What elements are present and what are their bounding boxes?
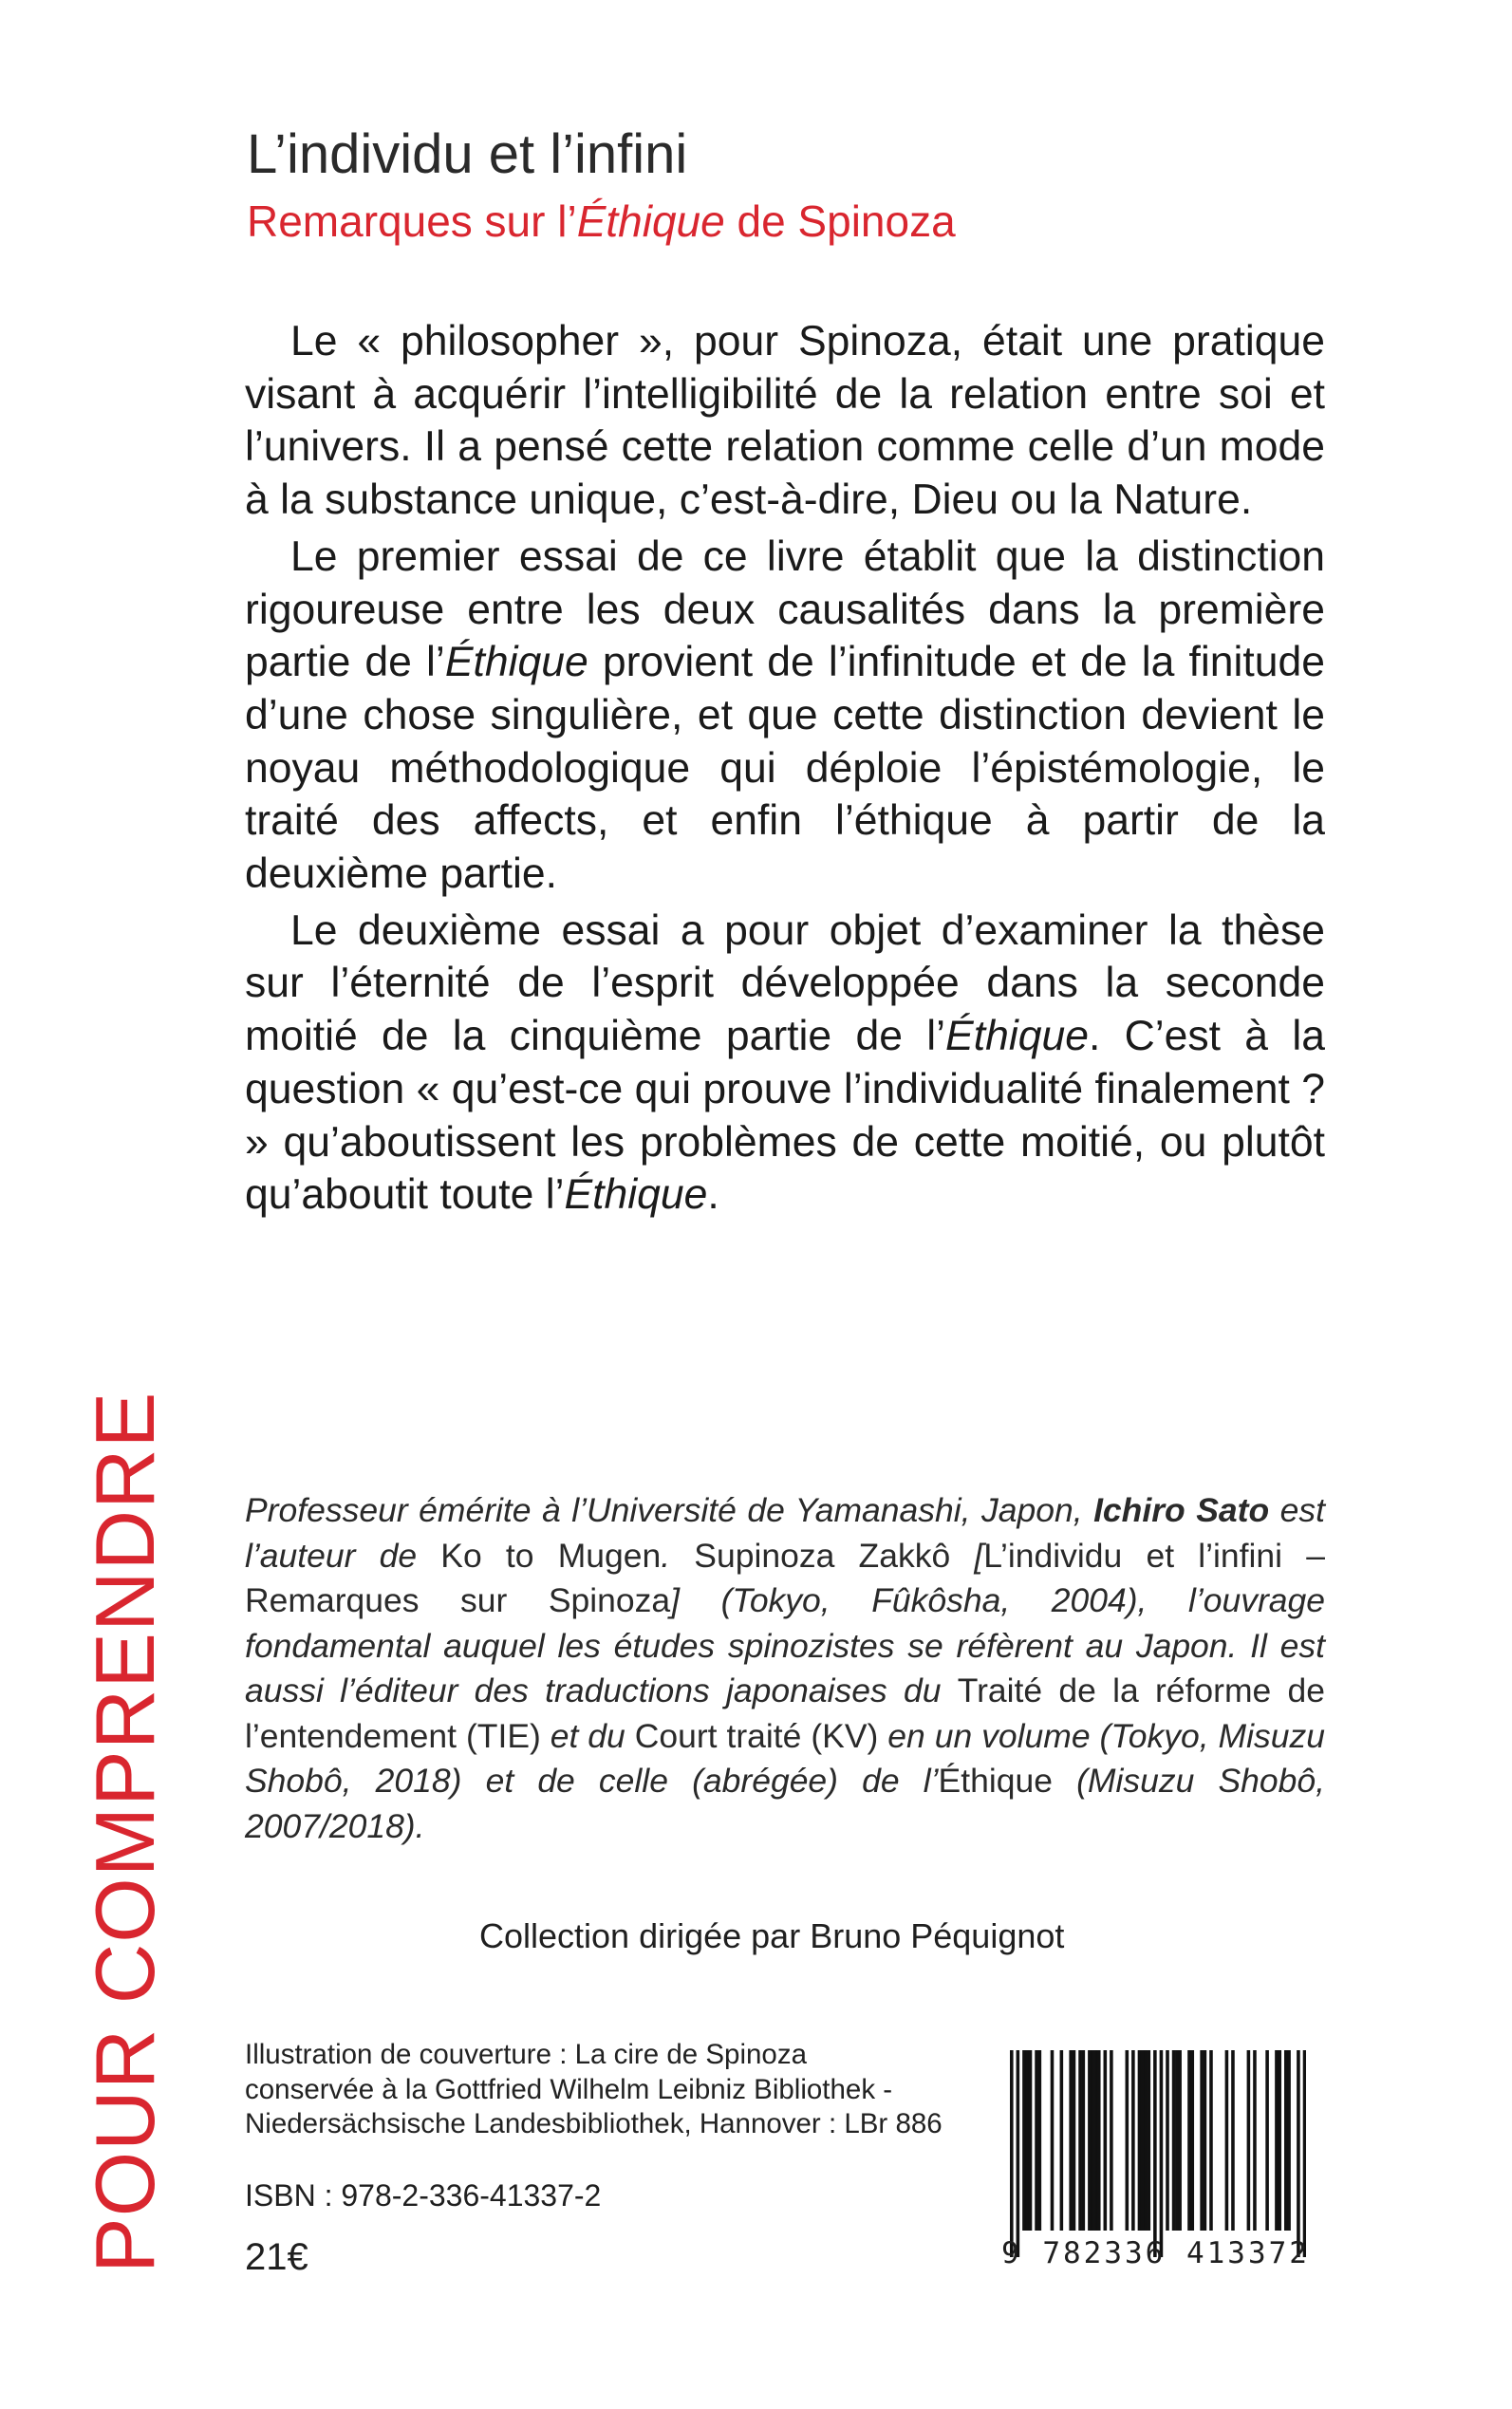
- barcode-bar: [1110, 2050, 1113, 2231]
- barcode-bar: [1035, 2050, 1038, 2231]
- subtitle-work-title: Éthique: [576, 196, 725, 246]
- cover-illustration-credit: [245, 2038, 1004, 2142]
- barcode-bar: [1303, 2050, 1306, 2257]
- bio-work-title: Court traité (KV): [634, 1716, 879, 1755]
- barcode-bar: [1097, 2050, 1101, 2231]
- isbn: ISBN : 978-2-336-41337-2: [245, 2178, 602, 2213]
- text-run: . C’est à la question « qu’est-ce qui prouve l’individualité finalement ? » qu’aboutissent les problèmes de cette moitié, ou plutôt qu’aboutit toute l’: [245, 1013, 1325, 1219]
- bio-text: [: [950, 1536, 984, 1575]
- barcode-bar: [1231, 2050, 1235, 2231]
- barcode-bar: [1225, 2050, 1229, 2231]
- barcode-bar: [1204, 2050, 1207, 2231]
- barcode-bar: [1078, 2050, 1082, 2231]
- barcode-bar: [1172, 2050, 1176, 2231]
- text-run: .: [707, 1171, 719, 1219]
- barcode-bar: [1069, 2050, 1073, 2231]
- subtitle-part: de Spinoza: [724, 196, 956, 246]
- bio-text: ] (Tokyo, Fûkôsha, 2004), l’ouvrage fondamental auquel les études spinozistes se réfèrent au Japon. Il est aussi l’éditeur des traductions japonaises du: [245, 1581, 1326, 1709]
- book-title: L’individu et l’infini: [247, 123, 688, 185]
- barcode-bar: [1278, 2050, 1281, 2231]
- text-run: Le premier essai de ce livre établit que la distinction rigoureuse entre les deux causalités dans la première partie de l’: [245, 532, 1325, 686]
- barcode-bar: [1091, 2050, 1094, 2231]
- author-bio: [245, 1488, 1325, 1849]
- bio-text: et du: [540, 1716, 635, 1755]
- barcode-bar: [1038, 2050, 1042, 2231]
- ean-barcode: [1010, 2050, 1306, 2257]
- barcode-bar: [1131, 2050, 1135, 2231]
- barcode-bar: [1010, 2050, 1014, 2257]
- barcode-bar: [1144, 2050, 1148, 2231]
- subtitle-part: Remarques sur l’: [247, 196, 577, 246]
- barcode-bar: [1088, 2050, 1092, 2231]
- barcode-bar: [1073, 2050, 1076, 2231]
- credit-line: conservée à la Gottfried Wilhelm Leibniz Bibliothek -: [245, 2073, 893, 2105]
- work-title: Éthique: [945, 1013, 1089, 1060]
- barcode-bar: [1104, 2050, 1108, 2231]
- blurb: [245, 315, 1325, 1225]
- price: 21€: [245, 2236, 308, 2278]
- barcode-bar: [1160, 2050, 1164, 2257]
- credit-line: Niedersächsische Landesbibliothek, Hannover : LBr 886: [245, 2108, 943, 2139]
- barcode-bar: [1253, 2050, 1257, 2231]
- bio-work-title: L’individu et l’infini – Remarques sur Spinoza: [245, 1536, 1325, 1619]
- bio-text: (Misuzu Shobô, 2007/2018).: [245, 1762, 1325, 1845]
- collection-director: Collection dirigée par Bruno Péquignot: [479, 1916, 1065, 1955]
- bio-text: en un volume (Tokyo, Misuzu Shobô, 2018) et de celle (abrégée) de l’: [245, 1716, 1325, 1800]
- barcode-bar: [1287, 2050, 1291, 2231]
- barcode-bar: [1060, 2050, 1064, 2231]
- barcode-bar: [1025, 2050, 1029, 2231]
- barcode-bar: [1126, 2050, 1129, 2231]
- work-title: Éthique: [444, 639, 588, 686]
- work-title: Éthique: [564, 1171, 708, 1219]
- bio-text: Professeur émérite à l’Université de Yamanashi, Japon,: [245, 1491, 1094, 1529]
- barcode-bar: [1082, 2050, 1086, 2231]
- barcode-bar: [1175, 2050, 1179, 2231]
- blurb-paragraph-3: [245, 905, 1325, 1222]
- barcode-number: 9 782336 413372: [1001, 2236, 1310, 2270]
- barcode-bar: [1200, 2050, 1204, 2231]
- barcode-bar: [1209, 2050, 1213, 2231]
- barcode-bar: [1275, 2050, 1279, 2231]
- text-run: provient de l’infinitude et de la finitude d’une chose singulière, et que cette distinction devient le noyau méthodologique qui déploie l’épistémologie, le traité des affects, et enfin l’éthique à partir de la deuxième partie.: [245, 639, 1325, 898]
- bio-work-title: Éthique: [938, 1762, 1053, 1800]
- barcode-bar: [1178, 2050, 1182, 2231]
- credit-line: Illustration de couverture : La cire de Spinoza: [245, 2039, 807, 2070]
- barcode-bar: [1148, 2050, 1151, 2231]
- barcode-bar: [1029, 2050, 1033, 2231]
- barcode-bar: [1017, 2050, 1020, 2257]
- barcode-bar: [1284, 2050, 1288, 2231]
- bio-work-title: Ko to Mugen: [440, 1536, 662, 1575]
- barcode-bar: [1297, 2050, 1300, 2257]
- barcode-bar: [1265, 2050, 1269, 2231]
- barcode-bar: [1190, 2050, 1194, 2231]
- barcode-bar: [1247, 2050, 1251, 2231]
- barcode-bar: [1094, 2050, 1098, 2231]
- barcode-bar: [1051, 2050, 1055, 2231]
- barcode-bar: [1022, 2050, 1026, 2231]
- series-name: POUR COMPRENDRE: [78, 1391, 172, 2273]
- bio-work-title: Supinoza Zakkô: [694, 1536, 951, 1575]
- blurb-paragraph-1: Le « philosopher », pour Spinoza, était une pratique visant à acquérir l’intelligibilité de la relation entre soi et l’univers. Il a pensé cette relation comme celle d’un mode à la substance unique, c’est-à-dire, Dieu ou la Nature.: [245, 318, 1325, 524]
- bio-text: .: [661, 1536, 695, 1575]
- barcode-bar: [1141, 2050, 1145, 2231]
- bio-work-title: Traité de la réforme de l’entendement (TIE): [245, 1671, 1325, 1755]
- author-name: Ichiro Sato: [1093, 1491, 1270, 1529]
- barcode-bar: [1166, 2050, 1169, 2231]
- barcode-bar: [1138, 2050, 1142, 2231]
- bio-text: est l’auteur de: [245, 1491, 1325, 1575]
- book-subtitle: [247, 195, 956, 248]
- barcode-bar: [1153, 2050, 1157, 2257]
- barcode-bar: [1187, 2050, 1191, 2231]
- blurb-paragraph-2: [245, 531, 1325, 901]
- text-run: Le deuxième essai a pour objet d’examiner la thèse sur l’éternité de l’esprit développée dans la seconde moitié de la cinquième partie de l’: [245, 906, 1325, 1060]
